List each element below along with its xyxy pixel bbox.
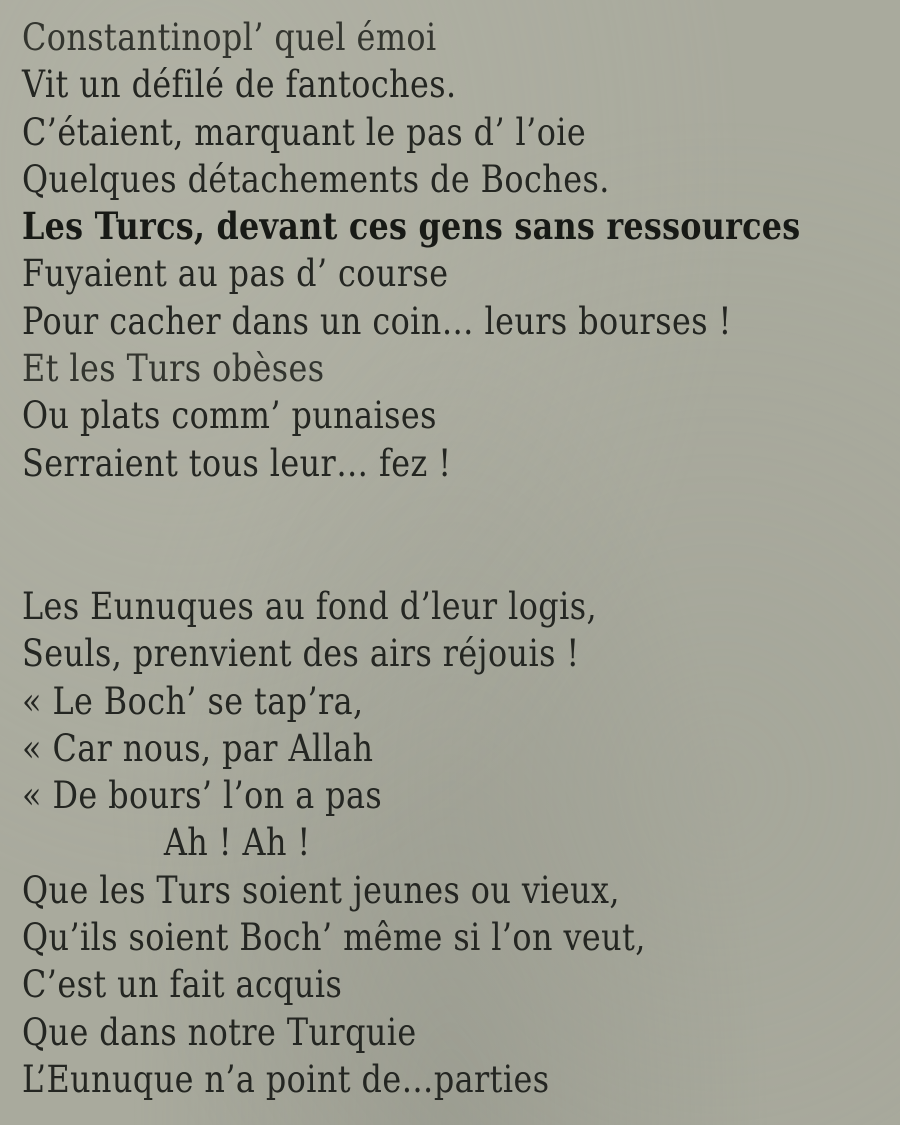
poem-line: Les Turcs, devant ces gens sans ressources xyxy=(22,204,801,249)
poem-line: Seuls, prenvient des airs réjouis ! xyxy=(22,632,580,676)
poem-line: C’est un fait acquis xyxy=(22,963,343,1007)
poem-line: Serraient tous leur… fez ! xyxy=(22,441,452,485)
stanza-2 xyxy=(22,583,747,1103)
stanza-1 xyxy=(22,14,900,487)
poem-line: L’Eunuque n’a point de…parties xyxy=(22,1057,550,1101)
poem-line: « De bours’ l’on a pas xyxy=(22,774,383,818)
poem-line: « Car nous, par Allah xyxy=(22,726,374,770)
poem-line: Qu’ils soient Boch’ même si l’on veut, xyxy=(22,916,646,960)
poem-line: C’étaient, marquant le pas d’ l’oie xyxy=(22,110,587,154)
poem-line: Quelques détachements de Boches. xyxy=(22,157,610,201)
poem-line: Pour cacher dans un coin… leurs bourses ! xyxy=(22,299,732,343)
poem-line-refrain: Ah ! Ah ! xyxy=(163,821,311,865)
poem-line: « Le Boch’ se tap’ra, xyxy=(22,679,364,723)
poem-line: Ou plats comm’ punaises xyxy=(22,394,437,438)
poem-line: Les Eunuques au fond d’leur logis, xyxy=(22,585,598,628)
poem-line: Que les Turs soient jeunes ou vieux, xyxy=(22,868,620,912)
poem-line: Fuyaient au pas d’ course xyxy=(22,252,449,296)
poem-line: Que dans notre Turquie xyxy=(22,1010,417,1054)
poem-line: Et les Turs obèses xyxy=(22,347,325,391)
poem-line: Vit un défilé de fantoches. xyxy=(22,63,457,107)
poem-line: Constantinopl’ quel émoi xyxy=(22,16,437,59)
